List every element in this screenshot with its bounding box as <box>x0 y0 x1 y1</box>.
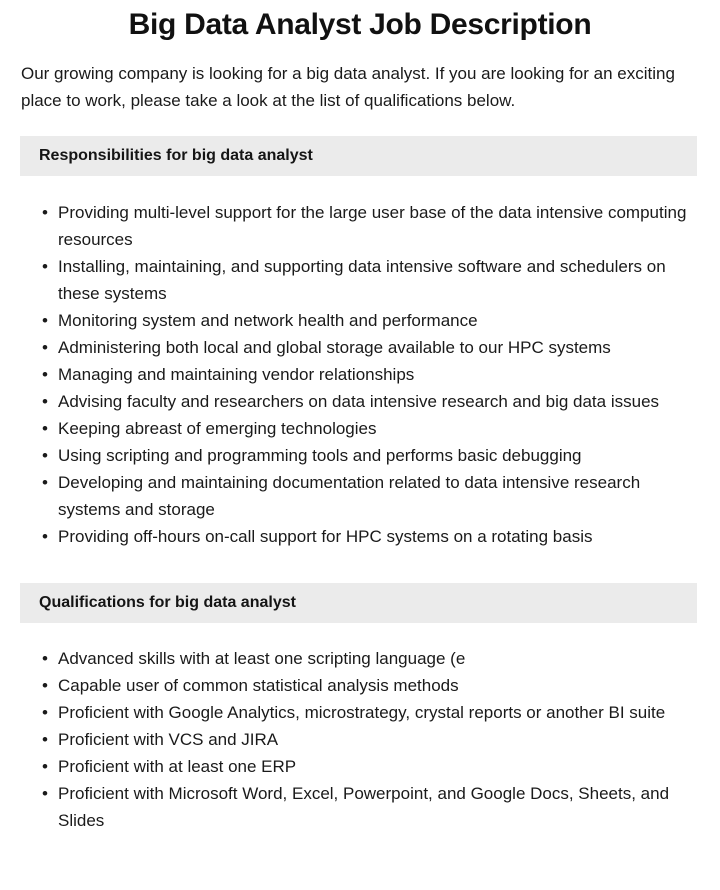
list-item-text: Monitoring system and network health and performance <box>58 311 478 330</box>
list-item-text: Proficient with VCS and JIRA <box>58 730 279 749</box>
bullet-icon: • <box>42 419 48 438</box>
section-header-qualifications <box>20 583 697 623</box>
responsibilities-list <box>0 176 720 550</box>
list-item <box>0 334 720 361</box>
bullet-icon: • <box>42 392 48 411</box>
bullet-icon: • <box>42 527 48 546</box>
list-item <box>0 469 720 523</box>
bullet-icon: • <box>42 365 48 384</box>
list-item-text: Proficient with Google Analytics, microstrategy, crystal reports or another BI suite <box>58 703 666 722</box>
bullet-icon: • <box>42 703 48 722</box>
list-item <box>0 361 720 388</box>
section-header-label: Qualifications for big data analyst <box>39 594 296 611</box>
list-item-text: Installing, maintaining, and supporting data intensive software and schedulers on these systems <box>58 257 666 303</box>
list-item-text: Advanced skills with at least one scripting language (e <box>58 649 466 668</box>
bullet-icon: • <box>42 649 48 668</box>
bullet-icon: • <box>42 730 48 749</box>
list-item <box>0 523 720 550</box>
list-item <box>0 253 720 307</box>
bullet-icon: • <box>42 257 48 276</box>
list-item-text: Managing and maintaining vendor relationships <box>58 365 415 384</box>
bullet-icon: • <box>42 338 48 357</box>
list-item-text: Proficient with Microsoft Word, Excel, Powerpoint, and Google Docs, Sheets, and Slides <box>58 784 670 830</box>
list-item-text: Proficient with at least one ERP <box>58 757 297 776</box>
list-item <box>0 699 720 726</box>
bullet-icon: • <box>42 311 48 330</box>
bullet-icon: • <box>42 757 48 776</box>
list-item <box>0 672 720 699</box>
intro-paragraph: Our growing company is looking for a big data analyst. If you are looking for an exciting place to work, please take a look at the list of qualifications below. <box>21 64 675 110</box>
list-item <box>0 388 720 415</box>
bullet-icon: • <box>42 784 48 803</box>
page-title: Big Data Analyst Job Description <box>128 8 592 41</box>
section-responsibilities <box>0 136 720 550</box>
list-item-text: Using scripting and programming tools and performs basic debugging <box>58 446 582 465</box>
bullet-icon: • <box>42 203 48 222</box>
list-item <box>0 442 720 469</box>
list-item <box>0 199 720 253</box>
list-item <box>0 780 720 834</box>
qualifications-list <box>0 623 720 834</box>
list-item <box>0 307 720 334</box>
list-item <box>0 415 720 442</box>
bullet-icon: • <box>42 473 48 492</box>
section-qualifications <box>0 583 720 834</box>
list-item-text: Providing off-hours on-call support for HPC systems on a rotating basis <box>58 527 593 546</box>
list-item <box>0 753 720 780</box>
bullet-icon: • <box>42 446 48 465</box>
list-item-text: Advising faculty and researchers on data intensive research and big data issues <box>58 392 660 411</box>
bullet-icon: • <box>42 676 48 695</box>
section-header-label: Responsibilities for big data analyst <box>39 147 313 164</box>
list-item-text: Developing and maintaining documentation related to data intensive research systems and storage <box>58 473 641 519</box>
list-item <box>0 726 720 753</box>
list-item <box>0 645 720 672</box>
list-item-text: Administering both local and global storage available to our HPC systems <box>58 338 611 357</box>
list-item-text: Capable user of common statistical analysis methods <box>58 676 459 695</box>
list-item-text: Providing multi-level support for the large user base of the data intensive computing resources <box>58 203 687 249</box>
section-header-responsibilities <box>20 136 697 176</box>
list-item-text: Keeping abreast of emerging technologies <box>58 419 377 438</box>
